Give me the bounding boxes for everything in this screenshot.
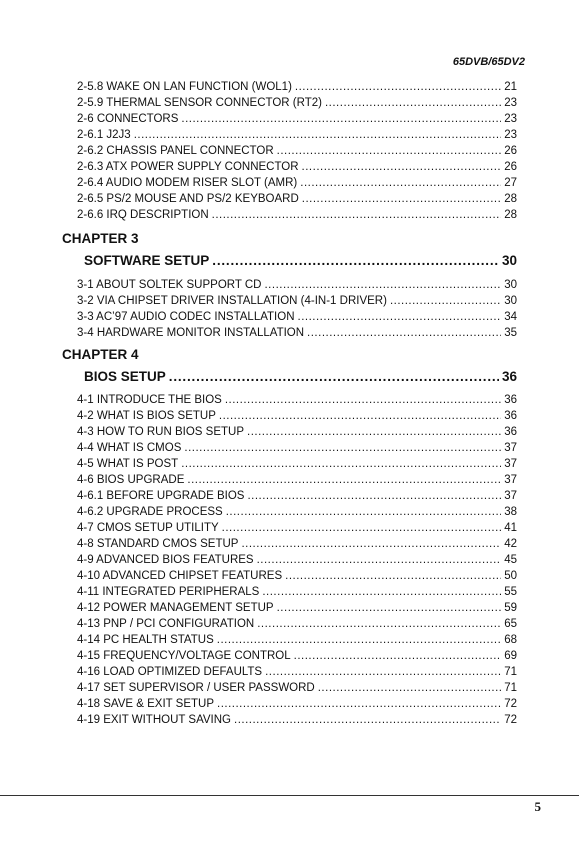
toc-entry-page: 41 bbox=[504, 522, 517, 534]
dot-leader bbox=[277, 601, 502, 615]
dot-leader bbox=[325, 96, 501, 110]
toc-entry-label: 4-7 CMOS SETUP UTILITY bbox=[77, 522, 219, 534]
toc-entry-label: 2-6.6 IRQ DESCRIPTION bbox=[77, 209, 209, 221]
dot-leader bbox=[390, 294, 501, 308]
toc-entry-label: 4-9 ADVANCED BIOS FEATURES bbox=[77, 554, 254, 566]
toc-entry-page: 36 bbox=[504, 410, 517, 422]
toc-entry bbox=[77, 569, 517, 583]
toc-entry bbox=[77, 617, 517, 631]
toc-entry-page: 28 bbox=[504, 209, 517, 221]
chapter-4-title bbox=[84, 369, 517, 385]
toc-entry-label: 4-4 WHAT IS CMOS bbox=[77, 442, 182, 454]
toc-entry-label: 3-2 VIA CHIPSET DRIVER INSTALLATION (4-IN-1 DRIVER) bbox=[77, 295, 387, 307]
toc-entry bbox=[77, 310, 517, 324]
toc-entry-label: 2-6.2 CHASSIS PANEL CONNECTOR bbox=[77, 145, 274, 157]
toc-entry-label: 4-16 LOAD OPTIMIZED DEFAULTS bbox=[77, 666, 263, 678]
toc-entry bbox=[77, 393, 517, 407]
dot-leader bbox=[169, 369, 499, 385]
toc-entry-label: 3-1 ABOUT SOLTEK SUPPORT CD bbox=[77, 279, 262, 291]
toc-entry bbox=[77, 633, 517, 647]
dot-leader bbox=[212, 253, 499, 269]
toc-entry-label: 4-19 EXIT WITHOUT SAVING bbox=[77, 714, 232, 726]
toc-entry-page: 21 bbox=[504, 81, 517, 93]
dot-leader bbox=[181, 457, 501, 471]
toc-entry-page: 36 bbox=[504, 394, 517, 406]
toc-entry bbox=[77, 112, 517, 126]
toc-entry bbox=[77, 409, 517, 423]
toc-entry-page: 37 bbox=[504, 490, 517, 502]
toc-entry-page: 37 bbox=[504, 442, 517, 454]
toc-entry bbox=[77, 601, 517, 615]
dot-leader bbox=[212, 208, 502, 222]
toc-entry-label: 4-18 SAVE & EXIT SETUP bbox=[77, 698, 214, 710]
toc-entry-page: 36 bbox=[504, 426, 517, 438]
toc-entry-label: 3-3 AC’97 AUDIO CODEC INSTALLATION bbox=[77, 311, 295, 323]
dot-leader bbox=[257, 553, 502, 567]
toc-entry bbox=[77, 80, 517, 94]
dot-leader bbox=[225, 393, 501, 407]
toc-entry-label: 2-6.4 AUDIO MODEM RISER SLOT (AMR) bbox=[77, 177, 298, 189]
dot-leader bbox=[222, 521, 502, 535]
dot-leader bbox=[217, 697, 501, 711]
toc-entry-label: 4-17 SET SUPERVISOR / USER PASSWORD bbox=[77, 682, 315, 694]
chapter-title-label: SOFTWARE SETUP bbox=[84, 253, 210, 268]
toc-entry-label: 4-10 ADVANCED CHIPSET FEATURES bbox=[77, 570, 283, 582]
toc-entry-page: 23 bbox=[504, 113, 517, 125]
toc-entry-label: 4-8 STANDARD CMOS SETUP bbox=[77, 538, 239, 550]
chapter-title-page: 30 bbox=[501, 253, 517, 268]
dot-leader bbox=[184, 441, 501, 455]
toc-entry bbox=[77, 326, 517, 340]
toc-entry bbox=[77, 713, 517, 727]
dot-leader bbox=[219, 409, 501, 423]
toc-entry bbox=[77, 505, 517, 519]
toc-entry bbox=[77, 553, 517, 567]
toc-entry-page: 42 bbox=[504, 538, 517, 550]
toc-entry bbox=[77, 425, 517, 439]
chapter-4-heading: CHAPTER 4 bbox=[62, 347, 139, 362]
chapter-title-label: BIOS SETUP bbox=[84, 369, 166, 384]
toc-entry bbox=[77, 160, 517, 174]
toc-entry bbox=[77, 697, 517, 711]
toc-entry bbox=[77, 192, 517, 206]
toc-entry-page: 71 bbox=[504, 682, 517, 694]
dot-leader bbox=[187, 473, 501, 487]
dot-leader bbox=[234, 713, 501, 727]
dot-leader bbox=[307, 326, 501, 340]
toc-entry-label: 4-3 HOW TO RUN BIOS SETUP bbox=[77, 426, 244, 438]
chapter-title-page: 36 bbox=[501, 369, 517, 384]
toc-entry bbox=[77, 457, 517, 471]
toc-entry bbox=[77, 208, 517, 222]
dot-leader bbox=[241, 537, 501, 551]
toc-entry-page: 37 bbox=[504, 474, 517, 486]
toc-entry-label: 4-2 WHAT IS BIOS SETUP bbox=[77, 410, 216, 422]
toc-entry-page: 71 bbox=[504, 666, 517, 678]
toc-entry-page: 23 bbox=[504, 97, 517, 109]
page-number: 5 bbox=[534, 799, 541, 814]
toc-entry-page: 45 bbox=[504, 554, 517, 566]
dot-leader bbox=[134, 128, 502, 142]
toc-entry-label: 4-11 INTEGRATED PERIPHERALS bbox=[77, 586, 260, 598]
toc-entry bbox=[77, 144, 517, 158]
toc-entry-page: 30 bbox=[504, 295, 517, 307]
toc-entry-page: 72 bbox=[504, 714, 517, 726]
toc-entry bbox=[77, 665, 517, 679]
toc-entry-label: 4-6 BIOS UPGRADE bbox=[77, 474, 185, 486]
toc-entry-label: 2-6.3 ATX POWER SUPPLY CONNECTOR bbox=[77, 161, 299, 173]
toc-entry-label: 4-13 PNP / PCI CONFIGURATION bbox=[77, 618, 255, 630]
toc-entry-page: 55 bbox=[504, 586, 517, 598]
toc-entry-label: 4-5 WHAT IS POST bbox=[77, 458, 179, 470]
toc-entry bbox=[77, 96, 517, 110]
toc-entry-page: 23 bbox=[504, 129, 517, 141]
chapter-3-heading: CHAPTER 3 bbox=[62, 231, 139, 246]
toc-entry-page: 50 bbox=[504, 570, 517, 582]
toc-entry-page: 28 bbox=[504, 193, 517, 205]
toc-entry-page: 26 bbox=[504, 145, 517, 157]
toc-entry-label: 4-15 FREQUENCY/VOLTAGE CONTROL bbox=[77, 650, 291, 662]
toc-entry-label: 2-6.1 J2J3 bbox=[77, 129, 131, 141]
toc-entry-label: 3-4 HARDWARE MONITOR INSTALLATION bbox=[77, 327, 305, 339]
toc-entry-label: 4-6.1 BEFORE UPGRADE BIOS bbox=[77, 490, 245, 502]
toc-entry bbox=[77, 537, 517, 551]
dot-leader bbox=[265, 665, 501, 679]
toc-entry-label: 4-14 PC HEALTH STATUS bbox=[77, 634, 214, 646]
toc-entry-label: 4-1 INTRODUCE THE BIOS bbox=[77, 394, 222, 406]
dot-leader bbox=[294, 649, 502, 663]
toc-entry-label: 2-6.5 PS/2 MOUSE AND PS/2 KEYBOARD bbox=[77, 193, 299, 205]
toc-entry-page: 59 bbox=[504, 602, 517, 614]
dot-leader bbox=[302, 160, 502, 174]
toc-entry bbox=[77, 278, 517, 292]
toc-entry bbox=[77, 176, 517, 190]
toc-entry bbox=[77, 681, 517, 695]
dot-leader bbox=[257, 617, 501, 631]
dot-leader bbox=[217, 633, 501, 647]
toc-entry bbox=[77, 441, 517, 455]
toc-entry-label: 2-5.8 WAKE ON LAN FUNCTION (WOL1) bbox=[77, 81, 292, 93]
dot-leader bbox=[247, 489, 501, 503]
toc-entry-page: 30 bbox=[504, 279, 517, 291]
toc-entry-page: 69 bbox=[504, 650, 517, 662]
dot-leader bbox=[318, 681, 501, 695]
dot-leader bbox=[302, 192, 501, 206]
toc-entry-page: 35 bbox=[504, 327, 517, 339]
toc-entry-page: 27 bbox=[504, 177, 517, 189]
toc-entry-page: 34 bbox=[504, 311, 517, 323]
footer-divider bbox=[0, 795, 579, 796]
chapter-3-title bbox=[84, 253, 517, 269]
toc-entry bbox=[77, 649, 517, 663]
dot-leader bbox=[262, 585, 501, 599]
toc-entry-page: 72 bbox=[504, 698, 517, 710]
toc-entry-label: 2-6 CONNECTORS bbox=[77, 113, 179, 125]
dot-leader bbox=[300, 176, 501, 190]
document-model-header: 65DVB/65DV2 bbox=[452, 56, 525, 68]
dot-leader bbox=[247, 425, 501, 439]
toc-entry-page: 26 bbox=[504, 161, 517, 173]
toc-entry bbox=[77, 294, 517, 308]
dot-leader bbox=[285, 569, 501, 583]
dot-leader bbox=[226, 505, 501, 519]
toc-entry-label: 4-12 POWER MANAGEMENT SETUP bbox=[77, 602, 274, 614]
dot-leader bbox=[181, 112, 501, 126]
dot-leader bbox=[264, 278, 501, 292]
toc-entry-page: 68 bbox=[504, 634, 517, 646]
toc-entry bbox=[77, 585, 517, 599]
toc-entry bbox=[77, 128, 517, 142]
toc-entry-page: 65 bbox=[504, 618, 517, 630]
toc-entry-label: 2-5.9 THERMAL SENSOR CONNECTOR (RT2) bbox=[77, 97, 322, 109]
dot-leader bbox=[298, 310, 502, 324]
toc-entry-page: 37 bbox=[504, 458, 517, 470]
toc-entry-page: 38 bbox=[504, 506, 517, 518]
dot-leader bbox=[295, 80, 501, 94]
toc-entry bbox=[77, 473, 517, 487]
toc-entry bbox=[77, 521, 517, 535]
toc-entry-label: 4-6.2 UPGRADE PROCESS bbox=[77, 506, 223, 518]
toc-entry bbox=[77, 489, 517, 503]
dot-leader bbox=[277, 144, 502, 158]
